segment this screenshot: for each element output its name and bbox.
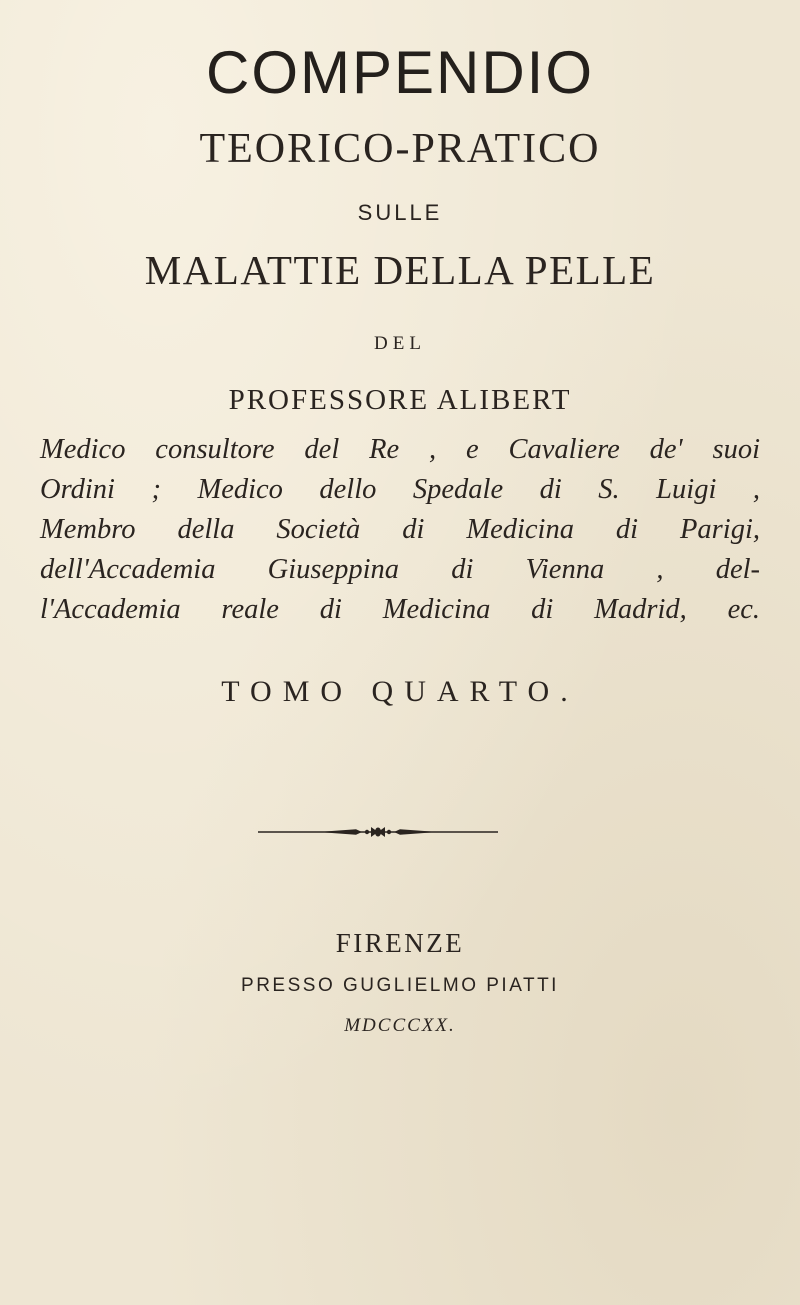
- author-credentials: [40, 430, 760, 630]
- title-main: COMPENDIO: [205, 39, 595, 106]
- credential-line: Ordini ; Medico dello Spedale di S. Luigi ,: [40, 474, 760, 505]
- imprint-city: FIRENZE: [335, 928, 465, 958]
- imprint-publisher: PRESSO GUGLIELMO PIATTI: [241, 975, 559, 996]
- credential-line: Membro della Società di Medicina di Parigi,: [40, 514, 760, 545]
- title-preposition: SULLE: [357, 200, 443, 225]
- credential-line: dell'Accademia Giuseppina di Vienna , del-: [40, 554, 760, 585]
- credential-line: Medico consultore del Re , e Cavaliere de' suoi: [40, 434, 760, 465]
- author-preposition: DEL: [374, 333, 426, 354]
- ornament-rule-icon: [258, 824, 498, 840]
- volume-label: TOMO QUARTO.: [221, 675, 579, 708]
- imprint-date: MDCCCXX.: [344, 1015, 456, 1036]
- author-name: PROFESSORE ALIBERT: [228, 384, 572, 416]
- title-subtitle: TEORICO-PRATICO: [199, 126, 601, 172]
- credential-line: l'Accademia reale di Medicina di Madrid, ec.: [40, 594, 760, 625]
- title-subject: MALATTIE DELLA PELLE: [144, 247, 656, 293]
